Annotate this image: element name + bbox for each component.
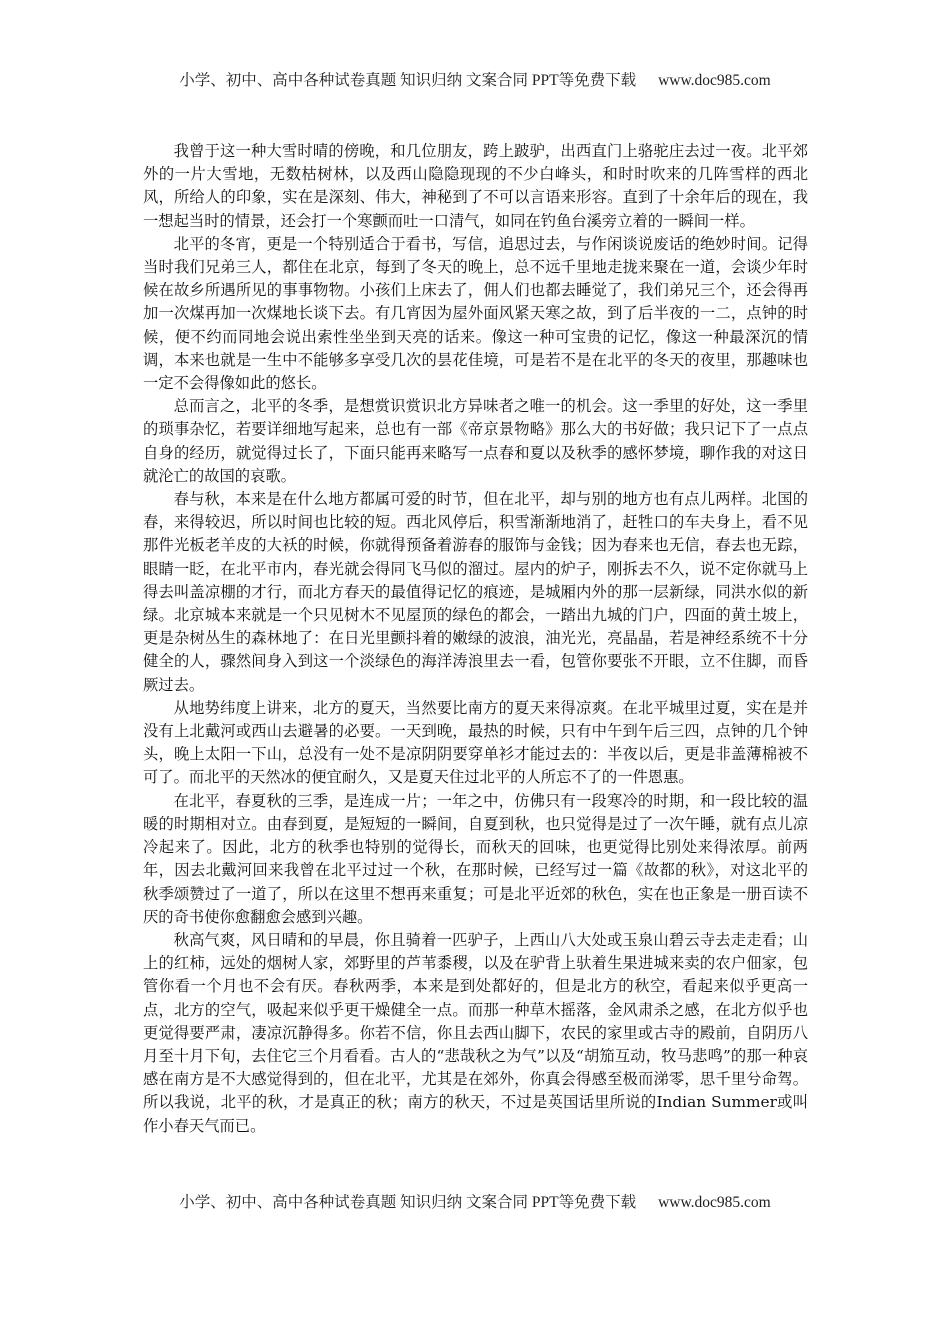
page-footer <box>0 1190 950 1212</box>
paragraph-7: 秋高气爽，风日晴和的早晨，你且骑着一匹驴子，上西山八大处或玉泉山碧云寺去走走看；山上的红柿，远处的烟树人家，郊野里的芦苇黍稷，以及在驴背上驮着生果进城来卖的农户佃家，包管你看一个月也不会有厌。春秋两季，本来是到处都好的，但是北方的秋空，看起来似乎更高一点，北方的空气，吸起来似乎更干燥健全一点。而那一种草木摇落，金风肃杀之感，在北方似乎也更觉得要严肃，凄凉沉静得多。你若不信，你且去西山脚下，农民的家里或古寺的殿前，自阴历八月至十月下旬，去住它三个月看看。古人的“悲哉秋之为气”以及“胡笳互动，牧马悲鸣”的那一种哀感在南方是不大感觉得到的，但在北平，尤其是在郊外，你真会得感至极而涕零，思千里兮命驾。所以我说，北平的秋，才是真正的秋；南方的秋天，不过是英国话里所说的Indian Summer或叫作小春天气而已。 <box>143 930 808 1135</box>
header-site-link[interactable]: www.doc985.com <box>658 72 771 89</box>
paragraph-3: 总而言之，北平的冬季，是想赏识赏识北方异味者之唯一的机会。这一季里的好处，这一季里的琐事杂忆，若要详细地写起来，总也有一部《帝京景物略》那么大的书好做；我只记下了一点点自身的经历，就觉得过长了，下面只能再来略写一点春和夏以及秋季的感怀梦境，聊作我的对这日就沦亡的故国的哀歌。 <box>143 397 808 485</box>
paragraph-5: 从地势纬度上讲来，北方的夏天，当然要比南方的夏天来得凉爽。在北平城里过夏，实在是并没有上北戴河或西山去避暑的必要。一天到晚，最热的时候，只有中午到午后三四，点钟的几个钟头，晚上太阳一下山，总没有一处不是凉阴阴要穿单衫才能过去的：半夜以后，更是非盖薄棉被不可了。而北平的天然冰的便宜耐久，又是夏天住过北平的人所忘不了的一件恩惠。 <box>143 698 808 787</box>
footer-site-link[interactable]: www.doc985.com <box>658 1194 771 1211</box>
paragraph-4: 春与秋，本来是在什么地方都属可爱的时节，但在北平，却与别的地方也有点儿两样。北国的春，来得较迟，所以时间也比较的短。西北风停后，积雪渐渐地消了，赶牲口的车夫身上，看不见那件光板老羊皮的大袄的时候，你就得预备着游春的服饰与金钱；因为春来也无信，春去也无踪，眼睛一眨，在北平市内，春光就会得同飞马似的溜过。屋内的炉子，刚拆去不久，说不定你就马上得去叫盖凉棚的才行，而北方春天的最值得记忆的痕迹，是城厢内外的那一层新绿，同洪水似的新绿。北京城本来就是一个只见树木不见屋顶的绿色的都会，一踏出九城的门户，四面的黄土坡上，更是杂树丛生的森林地了：在日光里颤抖着的嫩绿的波浪，油光光，亮晶晶，若是神经系统不十分健全的人，骤然间身入到这一个淡绿色的海洋涛浪里去一看，包管你要张不开眼，立不住脚，而昏厥过去。 <box>143 490 808 694</box>
footer-text: 小学、初中、高中各种试卷真题 知识归纳 文案合同 PPT等免费下载 <box>179 1194 637 1211</box>
article-body <box>143 140 808 1138</box>
page-header <box>0 68 950 90</box>
paragraph-2: 北平的冬宵，更是一个特别适合于看书，写信，追思过去，与作闲谈说废话的绝妙时间。记得当时我们兄弟三人，都住在北京，每到了冬天的晚上，总不远千里地走拢来聚在一道，会谈少年时候在故乡所遇所见的事事物物。小孩们上床去了，佣人们也都去睡觉了，我们弟兄三个，还会得再加一次煤再加一次煤地长谈下去。有几宵因为屋外面风紧天寒之故，到了后半夜的一二，点钟的时候，便不约而同地会说出索性坐坐到天亮的话来。像这一种可宝贵的记忆，像这一种最深沉的情调，本来也就是一生中不能够多享受几次的昙花佳境，可是若不是在北平的冬天的夜里，那趣味也一定不会得像如此的悠长。 <box>143 234 808 393</box>
paragraph-6: 在北平，春夏秋的三季，是连成一片；一年之中，仿佛只有一段寒冷的时期，和一段比较的温暖的时期相对立。由春到夏，是短短的一瞬间，自夏到秋，也只觉得是过了一次午睡，就有点儿凉冷起来了。因此，北方的秋季也特别的觉得长，而秋天的回味，也更觉得比别处来得浓厚。前两年，因去北戴河回来我曾在北平过过一个秋，在那时候，已经写过一篇《故都的秋》，对这北平的秋季颂赞过了一道了，所以在这里不想再来重复；可是北平近郊的秋色，实在也正象是一册百读不厌的奇书使你愈翻愈会感到兴趣。 <box>143 791 808 926</box>
header-text: 小学、初中、高中各种试卷真题 知识归纳 文案合同 PPT等免费下载 <box>179 72 637 89</box>
paragraph-1: 我曾于这一种大雪时晴的傍晚，和几位朋友，跨上跛驴，出西直门上骆驼庄去过一夜。北平郊外的一片大雪地，无数枯树林，以及西山隐隐现现的不少白峰头，和时时吹来的几阵雪样的西北风，所给人的印象，实在是深刻、伟大，神秘到了不可以言语来形容。直到了十余年后的现在，我一想起当时的情景，还会打一个寒颤而吐一口清气，如同在钓鱼台溪旁立着的一瞬间一样。 <box>143 142 808 230</box>
